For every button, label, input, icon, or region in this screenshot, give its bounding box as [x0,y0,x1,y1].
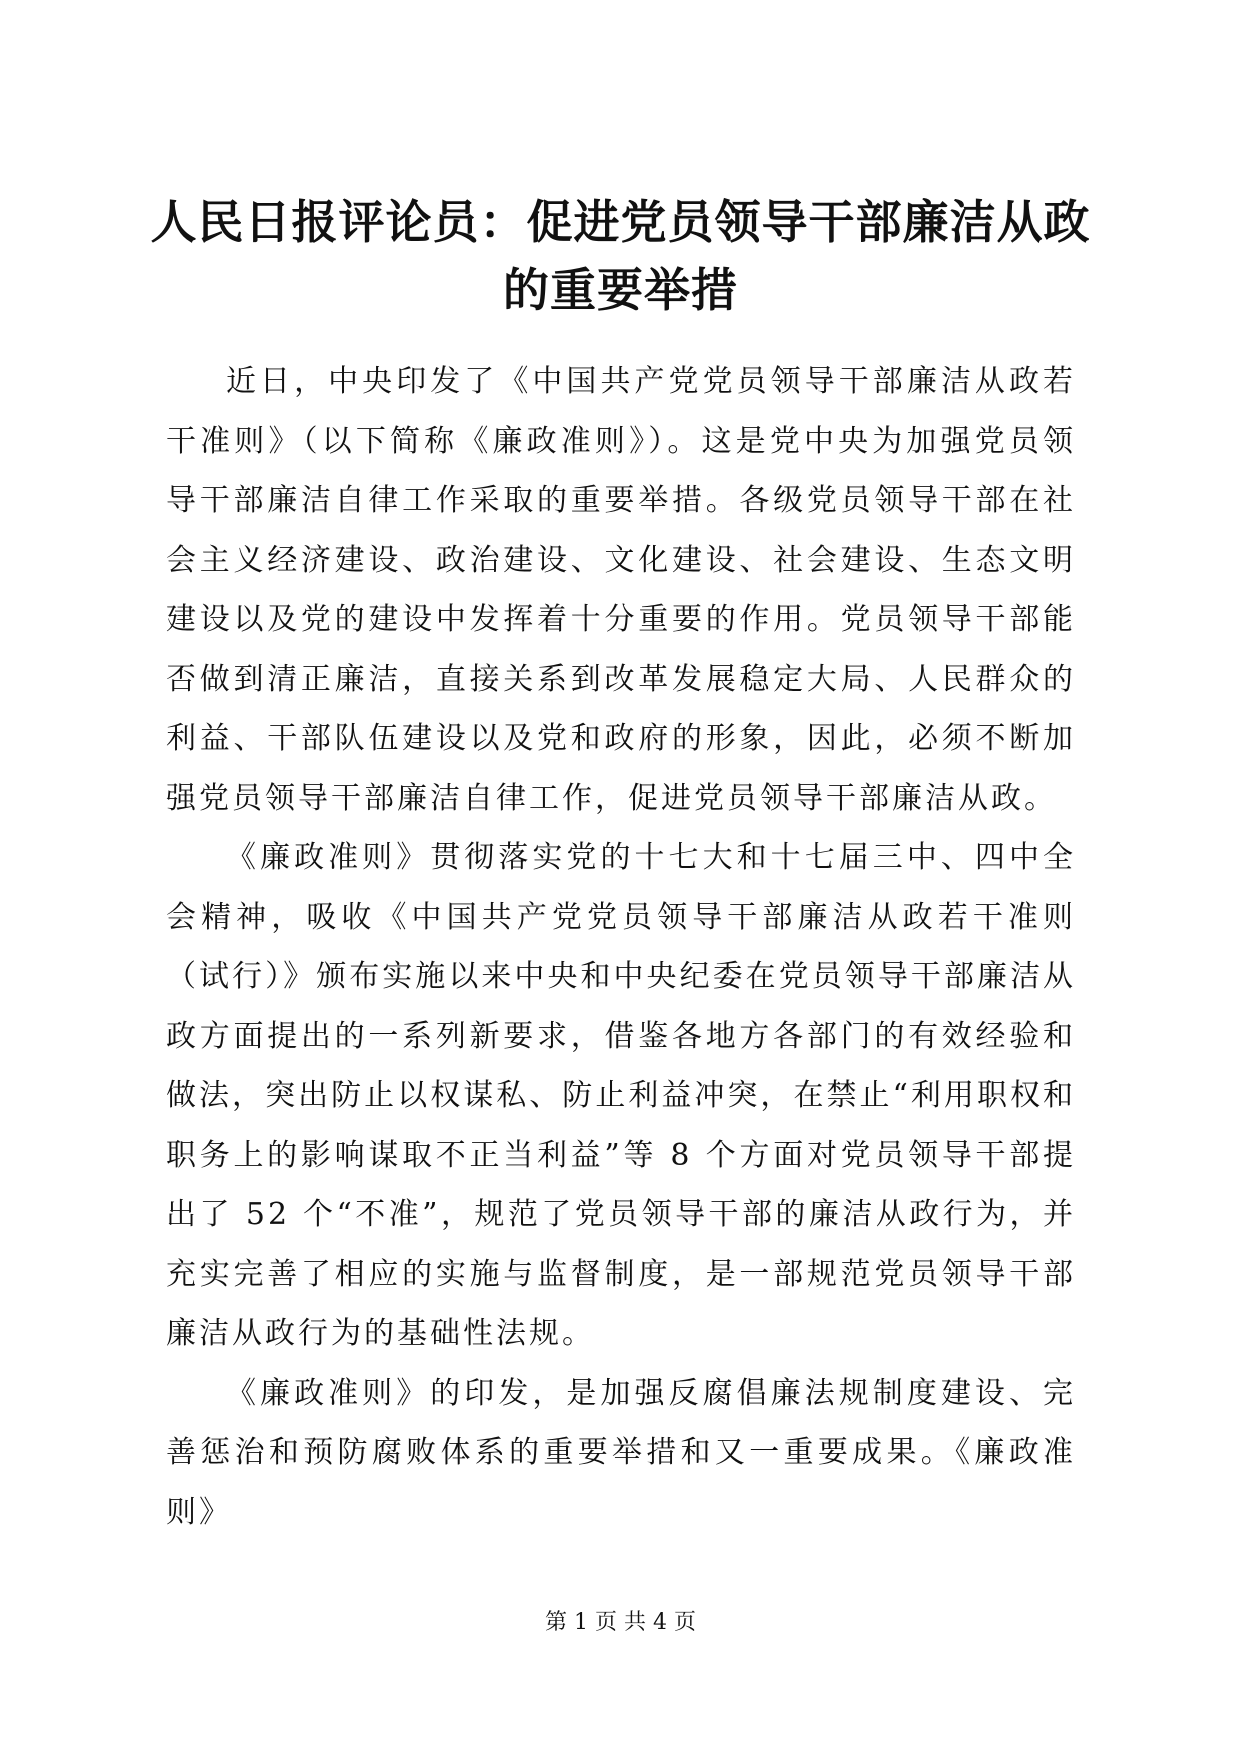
page-footer: 第 1 页 共 4 页 [545,1610,696,1635]
document-body [166,352,1076,1542]
paragraph-1: 近日，中央印发了《中国共产党党员领导干部廉洁从政若干准则》（以下简称《廉政准则》）。这是党中央为加强党员领导干部廉洁自律工作采取的重要举措。各级党员领导干部在社会主义经济建设、政治建设、文化建设、社会建设、生态文明建设以及党的建设中发挥着十分重要的作用。党员领导干部能否做到清正廉洁，直接关系到改革发展稳定大局、人民群众的利益、干部队伍建设以及党和政府的形象，因此，必须不断加强党员领导干部廉洁自律工作，促进党员领导干部廉洁从政。 [166,364,1076,816]
document-title [150,188,1091,324]
title-line-2: 的重要举措 [503,263,738,317]
paragraph-2: 《廉政准则》贯彻落实党的十七大和十七届三中、四中全会精神，吸收《中国共产党党员领导干部廉洁从政若干准则（试行）》颁布实施以来中央和中央纪委在党员领导干部廉洁从政方面提出的一系列新要求，借鉴各地方各部门的有效经验和做法，突出防止以权谋私、防止利益冲突，在禁止“利用职权和职务上的影响谋取不正当利益”等 8 个方面对党员领导干部提出了 52 个“不准”，规范了党员领导干部的廉洁从政行为，并充实完善了相应的实施与监督制度，是一部规范党员领导干部廉洁从政行为的基础性法规。 [166,840,1076,1351]
title-line-1: 人民日报评论员：促进党员领导干部廉洁从政 [150,195,1091,249]
paragraph-3: 《廉政准则》的印发，是加强反腐倡廉法规制度建设、完善惩治和预防腐败体系的重要举措和又一重要成果。《廉政准则》 [166,1375,1076,1530]
